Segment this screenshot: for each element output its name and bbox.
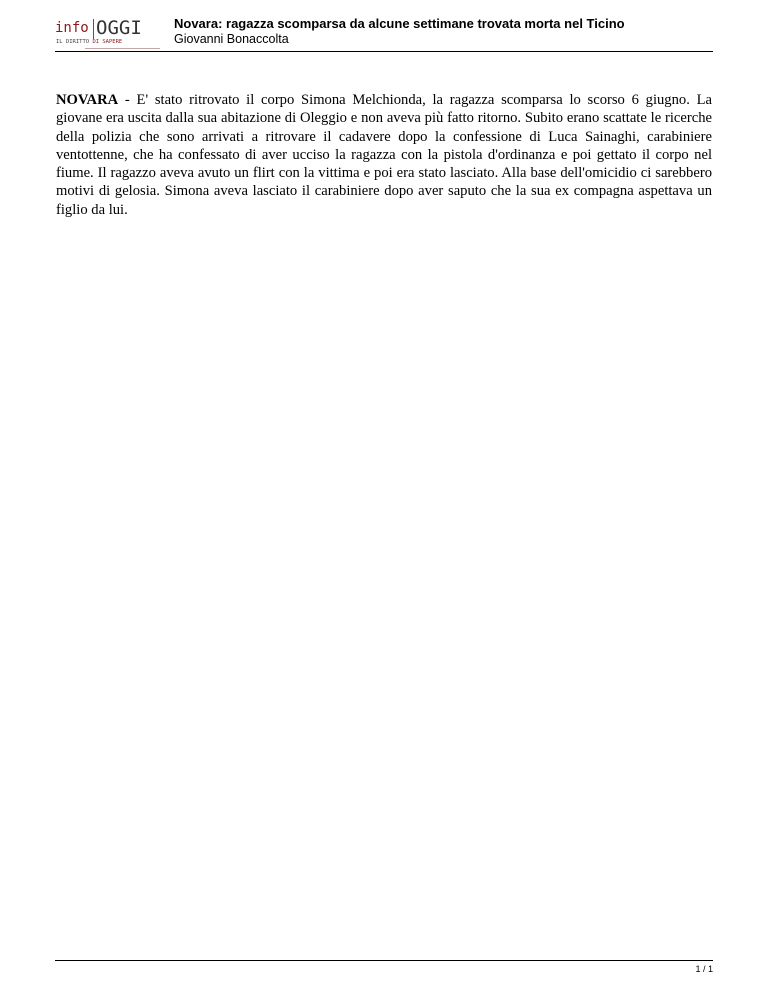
infooggi-logo[interactable] [55, 18, 165, 48]
article-author: Giovanni Bonaccolta [174, 32, 289, 46]
logo-info-text: info [55, 20, 89, 36]
logo-oggi-text: OGGI [96, 17, 142, 39]
page-number: 1 / 1 [695, 964, 713, 974]
logo-underline [85, 48, 160, 49]
footer-divider [55, 960, 713, 961]
page-header [55, 14, 713, 52]
article-text: - E' stato ritrovato il corpo Simona Melchionda, la ragazza scomparsa lo scorso 6 giugno. La giovane era uscita dalla sua abitazione di Oleggio e non aveva più fatto ritorno. Subito erano scattate le ricerche della polizia che sono arrivati a ritrovare il cadavere dopo la confessione di Luca Sainaghi, carabiniere ventottenne, che ha confessato di aver ucciso la ragazza con la pistola d'ordinanza e poi gettato il corpo nel fiume. Il ragazzo aveva avuto un flirt con la vittima e poi era stato lasciato. Alla base dell'omicidio ci sarebbero motivi di gelosia. Simona aveva lasciato il carabiniere dopo aver saputo che la sua ex compagna aspettava un figlio da lui. [56, 92, 712, 218]
logo-tagline-highlight: DI SAPERE [92, 39, 123, 45]
logo-divider [93, 19, 94, 39]
article-dateline: NOVARA [56, 92, 119, 108]
article-header-title: Novara: ragazza scomparsa da alcune settimane trovata morta nel Ticino [174, 16, 625, 31]
logo-tagline-pre: IL DIRITTO [56, 39, 93, 45]
logo-tagline [56, 39, 122, 45]
article-body [56, 91, 712, 219]
